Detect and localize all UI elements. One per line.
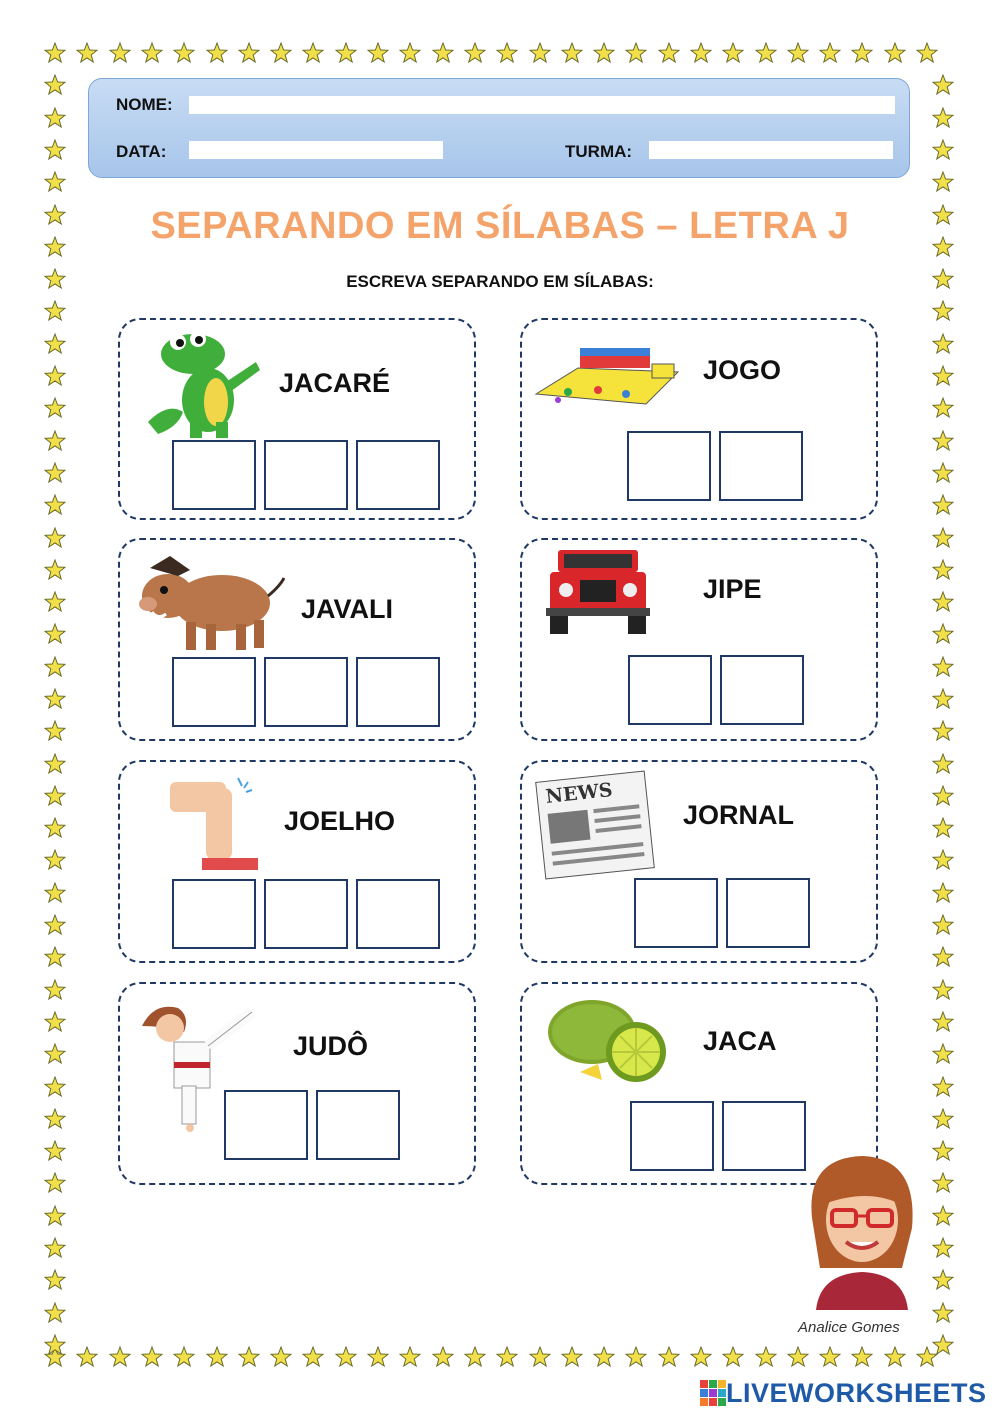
star-icon bbox=[141, 1346, 163, 1368]
word-label: JAVALI bbox=[301, 594, 394, 624]
star-icon bbox=[932, 1043, 954, 1065]
star-icon bbox=[932, 1205, 954, 1227]
page-title: SEPARANDO EM SÍLABAS – LETRA J bbox=[150, 205, 850, 247]
star-icon bbox=[932, 1334, 954, 1356]
teacher-avatar bbox=[798, 1148, 924, 1310]
star-icon bbox=[367, 1346, 389, 1368]
newspaper-icon bbox=[535, 771, 655, 880]
star-icon bbox=[932, 1172, 954, 1194]
star-icon bbox=[851, 42, 873, 64]
star-icon bbox=[44, 1076, 66, 1098]
star-icon bbox=[932, 365, 954, 387]
star-icon bbox=[206, 1346, 228, 1368]
star-icon bbox=[44, 1334, 66, 1356]
word-card-jogo bbox=[520, 318, 878, 520]
word-card-jipe bbox=[520, 538, 878, 741]
star-icon bbox=[109, 42, 131, 64]
star-icon bbox=[302, 42, 324, 64]
syllable-box[interactable] bbox=[630, 1101, 714, 1171]
logo-grid-icon bbox=[700, 1380, 726, 1406]
syllable-box[interactable] bbox=[356, 879, 440, 949]
word-card-joelho bbox=[118, 760, 476, 963]
star-icon bbox=[884, 1346, 906, 1368]
star-icon bbox=[44, 430, 66, 452]
star-icon bbox=[932, 139, 954, 161]
star-icon bbox=[44, 1205, 66, 1227]
star-icon bbox=[432, 42, 454, 64]
syllable-box[interactable] bbox=[264, 879, 348, 949]
star-icon bbox=[932, 300, 954, 322]
star-icon bbox=[44, 527, 66, 549]
star-icon bbox=[367, 42, 389, 64]
star-icon bbox=[932, 1011, 954, 1033]
word-label: JUDÔ bbox=[293, 1031, 369, 1061]
star-icon bbox=[932, 1140, 954, 1162]
syllable-box[interactable] bbox=[628, 655, 712, 725]
syllable-box[interactable] bbox=[224, 1090, 308, 1160]
star-icon bbox=[932, 494, 954, 516]
star-icon bbox=[932, 785, 954, 807]
star-icon bbox=[76, 1346, 98, 1368]
syllable-box[interactable] bbox=[172, 657, 256, 727]
syllable-box[interactable] bbox=[627, 431, 711, 501]
star-icon bbox=[270, 42, 292, 64]
star-icon bbox=[819, 1346, 841, 1368]
student-info-header bbox=[88, 78, 910, 178]
star-icon bbox=[44, 333, 66, 355]
star-icon bbox=[884, 42, 906, 64]
logo-text: LIVEWORKSHEETS bbox=[726, 1377, 987, 1408]
syllable-box[interactable] bbox=[726, 878, 810, 948]
star-icon bbox=[932, 914, 954, 936]
star-icon bbox=[44, 656, 66, 678]
syllable-box[interactable] bbox=[719, 431, 803, 501]
star-icon bbox=[593, 1346, 615, 1368]
star-icon bbox=[932, 849, 954, 871]
syllable-box[interactable] bbox=[264, 657, 348, 727]
star-icon bbox=[464, 1346, 486, 1368]
star-icon bbox=[44, 817, 66, 839]
star-icon bbox=[932, 817, 954, 839]
star-icon bbox=[44, 300, 66, 322]
liveworksheets-logo bbox=[700, 1378, 987, 1408]
word-card-jornal bbox=[520, 760, 878, 963]
star-icon bbox=[44, 785, 66, 807]
star-icon bbox=[496, 42, 518, 64]
class-label: TURMA: bbox=[565, 142, 633, 161]
star-icon bbox=[932, 720, 954, 742]
star-icon bbox=[44, 1302, 66, 1324]
jeep-icon bbox=[544, 546, 652, 638]
author-credit: Analice Gomes bbox=[798, 1319, 900, 1336]
star-icon bbox=[44, 1043, 66, 1065]
star-icon bbox=[44, 1172, 66, 1194]
star-icon bbox=[932, 882, 954, 904]
star-icon bbox=[529, 1346, 551, 1368]
star-icon bbox=[44, 1140, 66, 1162]
star-icon bbox=[44, 171, 66, 193]
star-icon bbox=[932, 333, 954, 355]
syllable-box[interactable] bbox=[172, 440, 256, 510]
syllable-box[interactable] bbox=[356, 440, 440, 510]
star-icon bbox=[561, 42, 583, 64]
star-icon bbox=[787, 42, 809, 64]
star-icon bbox=[44, 74, 66, 96]
instruction-text: ESCREVA SEPARANDO EM SÍLABAS: bbox=[346, 272, 654, 291]
board-game-icon bbox=[528, 342, 684, 412]
star-icon bbox=[44, 559, 66, 581]
star-icon bbox=[722, 1346, 744, 1368]
date-label: DATA: bbox=[116, 142, 167, 161]
star-icon bbox=[464, 42, 486, 64]
star-icon bbox=[44, 720, 66, 742]
star-icon bbox=[593, 42, 615, 64]
star-icon bbox=[44, 397, 66, 419]
star-icon bbox=[44, 494, 66, 516]
syllable-box[interactable] bbox=[264, 440, 348, 510]
star-icon bbox=[44, 591, 66, 613]
star-icon bbox=[625, 42, 647, 64]
star-icon bbox=[722, 42, 744, 64]
word-label: JORNAL bbox=[683, 800, 795, 830]
star-icon bbox=[932, 1269, 954, 1291]
star-icon bbox=[755, 42, 777, 64]
star-icon bbox=[932, 1076, 954, 1098]
star-icon bbox=[44, 1108, 66, 1130]
star-icon bbox=[238, 1346, 260, 1368]
word-card-javali bbox=[118, 538, 476, 741]
star-icon bbox=[529, 42, 551, 64]
star-icon bbox=[932, 171, 954, 193]
star-icon bbox=[851, 1346, 873, 1368]
star-icon bbox=[932, 591, 954, 613]
star-icon bbox=[44, 1269, 66, 1291]
star-icon bbox=[932, 430, 954, 452]
star-icon bbox=[335, 1346, 357, 1368]
star-icon bbox=[44, 42, 66, 64]
star-icon bbox=[44, 979, 66, 1001]
star-icon bbox=[44, 753, 66, 775]
star-icon bbox=[658, 42, 680, 64]
star-icon bbox=[76, 42, 98, 64]
star-icon bbox=[44, 849, 66, 871]
class-field[interactable] bbox=[649, 141, 893, 159]
star-icon bbox=[916, 42, 938, 64]
syllable-box[interactable] bbox=[172, 879, 256, 949]
star-icon bbox=[932, 753, 954, 775]
star-icon bbox=[755, 1346, 777, 1368]
syllable-box[interactable] bbox=[316, 1090, 400, 1160]
newspaper-masthead: NEWS bbox=[544, 779, 614, 808]
syllable-box[interactable] bbox=[722, 1101, 806, 1171]
knee-icon bbox=[166, 774, 264, 874]
star-icon bbox=[238, 42, 260, 64]
star-icon bbox=[44, 462, 66, 484]
star-icon bbox=[932, 527, 954, 549]
star-icon bbox=[44, 623, 66, 645]
star-icon bbox=[787, 1346, 809, 1368]
word-label: JACARÉ bbox=[279, 368, 391, 398]
star-icon bbox=[932, 1302, 954, 1324]
star-icon bbox=[44, 139, 66, 161]
boar-icon bbox=[130, 548, 290, 656]
word-label: JOELHO bbox=[284, 806, 396, 836]
star-icon bbox=[206, 42, 228, 64]
star-icon bbox=[932, 688, 954, 710]
star-icon bbox=[932, 979, 954, 1001]
jackfruit-icon bbox=[540, 994, 670, 1090]
star-icon bbox=[302, 1346, 324, 1368]
star-icon bbox=[44, 914, 66, 936]
star-icon bbox=[44, 688, 66, 710]
star-icon bbox=[932, 656, 954, 678]
name-field[interactable] bbox=[189, 96, 895, 114]
word-card-jacare bbox=[118, 318, 476, 520]
star-icon bbox=[932, 107, 954, 129]
star-icon bbox=[561, 1346, 583, 1368]
star-icon bbox=[399, 1346, 421, 1368]
star-icon bbox=[932, 559, 954, 581]
name-label: NOME: bbox=[116, 95, 173, 114]
star-icon bbox=[625, 1346, 647, 1368]
star-icon bbox=[44, 882, 66, 904]
word-card-judo bbox=[118, 982, 476, 1185]
star-icon bbox=[44, 946, 66, 968]
star-icon bbox=[658, 1346, 680, 1368]
star-icon bbox=[496, 1346, 518, 1368]
star-icon bbox=[932, 74, 954, 96]
syllable-box[interactable] bbox=[634, 878, 718, 948]
star-icon bbox=[399, 42, 421, 64]
star-icon bbox=[432, 1346, 454, 1368]
star-icon bbox=[690, 1346, 712, 1368]
star-icon bbox=[44, 107, 66, 129]
syllable-box[interactable] bbox=[356, 657, 440, 727]
star-icon bbox=[932, 397, 954, 419]
star-icon bbox=[44, 1237, 66, 1259]
star-icon bbox=[270, 1346, 292, 1368]
star-icon bbox=[173, 42, 195, 64]
star-icon bbox=[932, 1108, 954, 1130]
star-icon bbox=[932, 946, 954, 968]
star-icon bbox=[141, 42, 163, 64]
alligator-icon bbox=[138, 322, 268, 440]
date-field[interactable] bbox=[189, 141, 443, 159]
star-icon bbox=[932, 462, 954, 484]
syllable-box[interactable] bbox=[720, 655, 804, 725]
word-label: JIPE bbox=[703, 574, 762, 604]
star-icon bbox=[819, 42, 841, 64]
star-icon bbox=[932, 1237, 954, 1259]
star-icon bbox=[690, 42, 712, 64]
word-label: JACA bbox=[703, 1026, 777, 1056]
star-icon bbox=[932, 623, 954, 645]
star-icon bbox=[335, 42, 357, 64]
word-label: JOGO bbox=[703, 355, 782, 385]
star-icon bbox=[44, 1011, 66, 1033]
star-icon bbox=[109, 1346, 131, 1368]
star-icon bbox=[173, 1346, 195, 1368]
star-icon bbox=[44, 365, 66, 387]
